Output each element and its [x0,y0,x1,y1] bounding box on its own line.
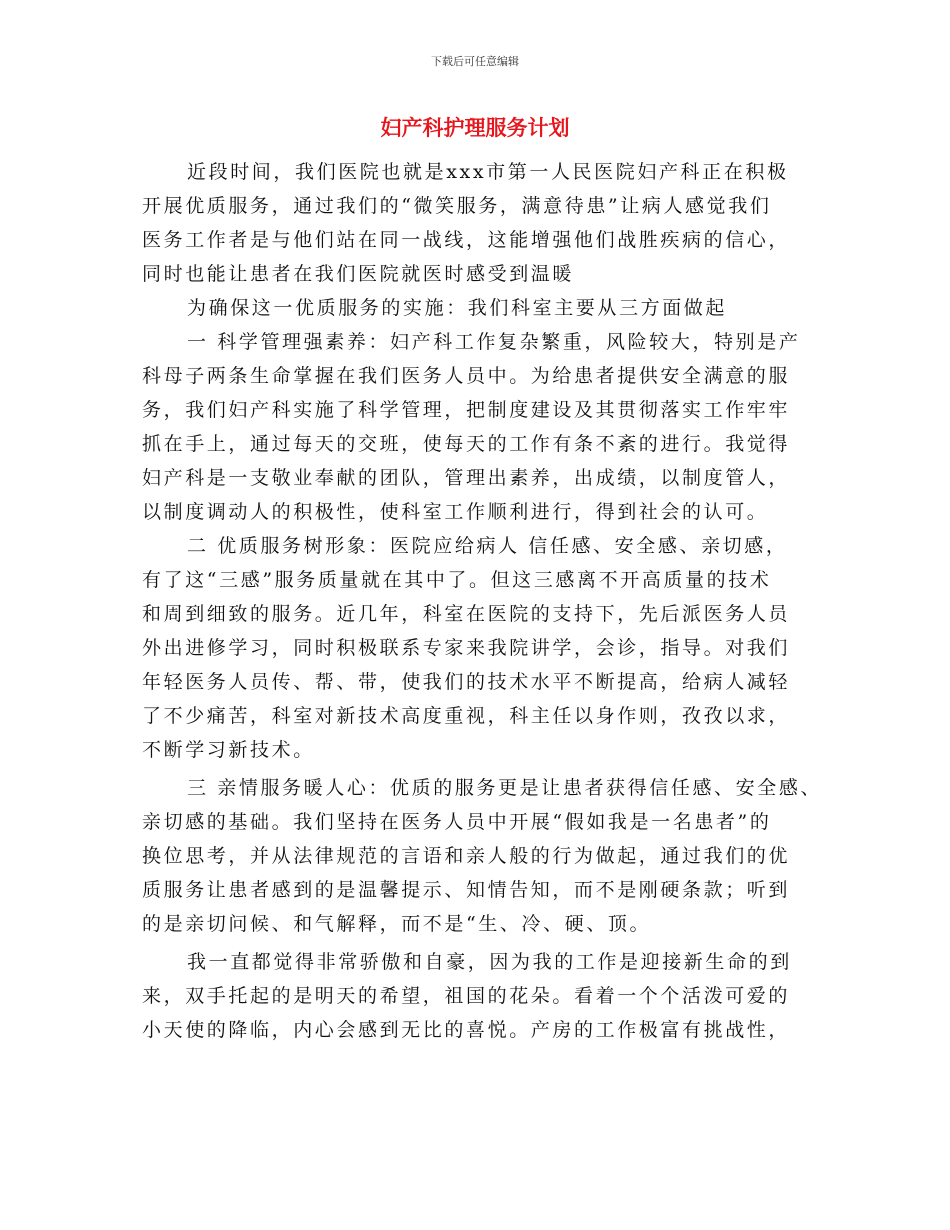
text-line: 小天使的降临，内心会感到无比的喜悦。产房的工作极富有挑战性， [142,1019,791,1041]
text-line: 同时也能让患者在我们医院就医时感受到温暖 [142,263,575,285]
text-line: 务，我们妇产科实施了科学管理，把制度建设及其贯彻落实工作牢牢 [142,399,791,421]
text-line: 抓在手上，通过每天的交班，使每天的工作有条不紊的进行。我觉得 [142,433,791,455]
text-line: 不断学习新技术。 [142,739,315,761]
text-line: 我一直都觉得非常骄傲和自豪，因为我的工作是迎接新生命的到 [187,951,792,973]
text-line: 妇产科是一支敬业奉献的团队，管理出素养，出成绩，以制度管人， [142,467,791,489]
text-line: 科母子两条生命掌握在我们医务人员中。为给患者提供安全满意的服 [142,365,791,387]
text-line: 来，双手托起的是明天的希望，祖国的花朵。看着一个个活泼可爱的 [142,985,791,1007]
text-line: 以制度调动人的积极性，使科室工作顺利进行，得到社会的认可。 [142,501,769,523]
header-note: 下载后可任意编辑 [431,55,519,68]
text-line: 质服务让患者感到的是温馨提示、知情告知，而不是刚硬条款；听到 [142,879,791,901]
text-line: 二 优质服务树形象：医院应给病人 信任感、安全感、亲切感， [187,535,788,557]
text-line: 亲切感的基础。我们坚持在医务人员中开展“假如我是一名患者”的 [142,811,772,833]
text-line: 为确保这一优质服务的实施：我们科室主要从三方面做起 [187,297,728,319]
text-line: 和周到细致的服务。近几年，科室在医院的支持下，先后派医务人员 [142,603,791,625]
text-line: 年轻医务人员传、帮、带，使我们的技术水平不断提高，给病人减轻 [142,671,791,693]
text-line: 三 亲情服务暖人心：优质的服务更是让患者获得信任感、安全感、 [187,777,823,799]
text-line: 有了这“三感”服务质量就在其中了。但这三感离不开高质量的技术 [142,569,772,591]
text-line: 了不少痛苦，科室对新技术高度重视，科主任以身作则，孜孜以求， [142,705,791,727]
document-title: 妇产科护理服务计划 [380,115,570,140]
text-line: 开展优质服务，通过我们的“微笑服务，满意待患”让病人感觉我们 [142,195,772,217]
text-line: 医务工作者是与他们站在同一战线，这能增强他们战胜疾病的信心， [142,229,791,251]
text-line: 的是亲切问候、和气解释，而不是“生、冷、硬、顶。 [142,913,652,935]
text-line: 一 科学管理强素养：妇产科工作复杂繁重，风险较大，特别是产 [187,331,801,353]
text-line: 近段时间，我们医院也就是xxx市第一人民医院妇产科正在积极 [187,161,789,183]
text-line: 换位思考，并从法律规范的言语和亲人般的行为做起，通过我们的优 [142,845,791,867]
text-line: 外出进修学习，同时积极联系专家来我院讲学，会诊，指导。对我们 [142,637,791,659]
